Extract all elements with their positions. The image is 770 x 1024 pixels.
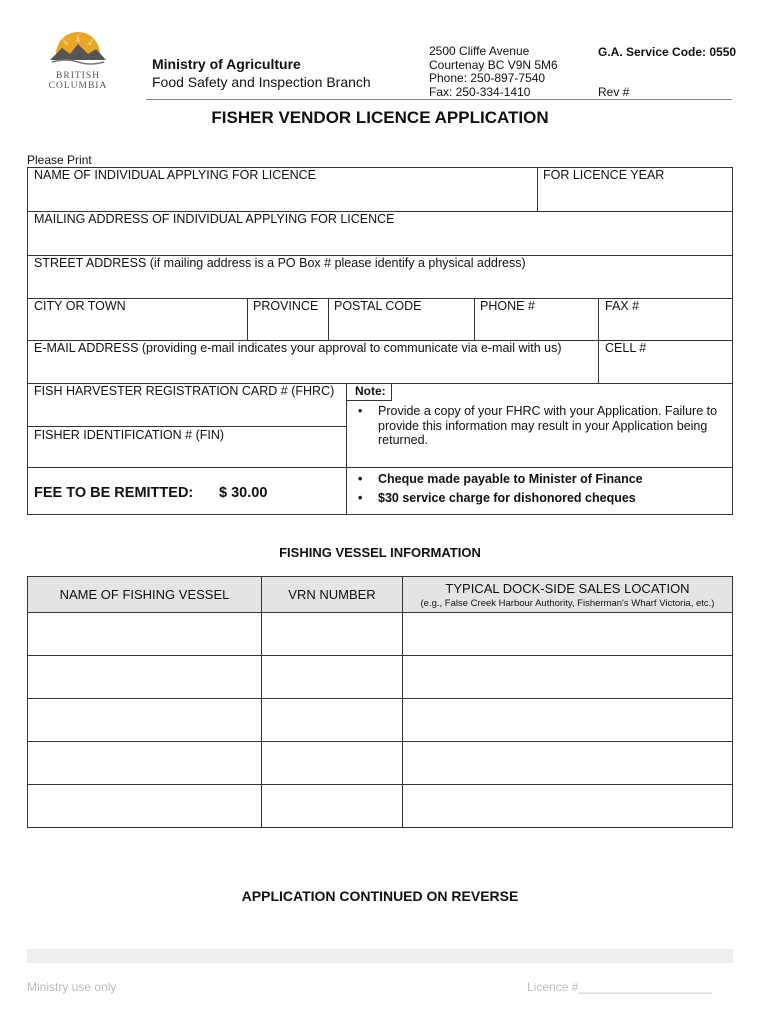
vrn-cell[interactable] [262, 742, 403, 785]
fhrc-field[interactable] [28, 399, 345, 426]
payment-notes [352, 472, 730, 505]
location-cell[interactable] [403, 742, 733, 785]
sun-mountain-icon [46, 30, 110, 66]
street-address-label: STREET ADDRESS (if mailing address is a PO Box # please identify a physical address) [34, 256, 526, 270]
mailing-address-field[interactable] [28, 226, 732, 255]
fax-field[interactable] [599, 313, 732, 339]
vessel-name-cell[interactable] [28, 699, 262, 742]
divider [346, 400, 392, 401]
location-header-example: (e.g., False Creek Harbour Authority, Fisherman's Wharf Victoria, etc.) [420, 597, 715, 609]
vrn-cell[interactable] [262, 699, 403, 742]
ministry-name: Ministry of Agriculture [152, 56, 301, 72]
header-rule [146, 99, 732, 100]
vessel-name-header: NAME OF FISHING VESSEL [28, 577, 262, 613]
table-row [28, 656, 733, 699]
name-field-label: NAME OF INDIVIDUAL APPLYING FOR LICENCE [34, 168, 317, 182]
cell-field[interactable] [599, 356, 732, 382]
vrn-header: VRN NUMBER [262, 577, 403, 613]
location-cell[interactable] [403, 699, 733, 742]
vessel-table [27, 576, 733, 828]
address-city: Courtenay BC V9N 5M6 [429, 57, 558, 72]
phone-field[interactable] [475, 313, 598, 339]
address-phone: Phone: 250-897-7540 [429, 71, 546, 85]
licence-year-field[interactable] [538, 182, 732, 211]
fax-label: FAX # [605, 299, 640, 313]
fee-label: FEE TO BE REMITTED: [34, 485, 194, 501]
address-fax: Fax: 250-334-1410 [429, 84, 531, 99]
service-code: G.A. Service Code: 0550 [598, 45, 737, 59]
phone-label: PHONE # [480, 299, 535, 313]
name-field[interactable] [28, 182, 536, 211]
divider [391, 383, 392, 401]
note-item: • Provide a copy of your FHRC with your Application. Failure to provide this information may result in your Application being returned. [352, 404, 730, 448]
bc-logo [46, 30, 110, 91]
province-label: PROVINCE [253, 299, 319, 313]
continued-notice: APPLICATION CONTINUED ON REVERSE [241, 888, 519, 904]
email-label: E-MAIL ADDRESS (providing e-mail indicates your approval to communicate via e-mail with us) [34, 341, 562, 355]
note-heading: Note: [355, 384, 386, 398]
address-street: 2500 Cliffe Avenue [429, 44, 530, 58]
branch-name: Food Safety and Inspection Branch [152, 74, 371, 90]
fin-field[interactable] [28, 442, 345, 467]
vrn-cell[interactable] [262, 613, 403, 656]
vessel-name-cell[interactable] [28, 656, 262, 699]
licence-number-label [527, 980, 712, 994]
divider [27, 467, 733, 468]
cell-label: CELL # [605, 341, 647, 355]
divider [346, 383, 347, 515]
vrn-cell[interactable] [262, 785, 403, 828]
vrn-cell[interactable] [262, 656, 403, 699]
logo-text-line-1: BRITISH [56, 71, 100, 81]
fhrc-label: FISH HARVESTER REGISTRATION CARD # (FHRC) [34, 384, 335, 398]
vessel-section-title: FISHING VESSEL INFORMATION [279, 545, 481, 560]
province-field[interactable] [248, 313, 327, 339]
divider [27, 426, 346, 427]
form-title: FISHER VENDOR LICENCE APPLICATION [211, 108, 549, 127]
table-row [28, 785, 733, 828]
postal-code-field[interactable] [329, 313, 473, 339]
payment-note-item: • Cheque made payable to Minister of Finance [352, 472, 730, 487]
ministry-use-band [27, 949, 733, 963]
street-address-field[interactable] [28, 271, 732, 298]
fin-label: FISHER IDENTIFICATION # (FIN) [34, 428, 225, 442]
licence-number-blank: ____________________ [578, 980, 712, 994]
please-print: Please Print [27, 153, 92, 167]
vessel-name-cell[interactable] [28, 613, 262, 656]
mailing-address-label: MAILING ADDRESS OF INDIVIDUAL APPLYING FOR LICENCE [34, 212, 395, 226]
table-row [28, 742, 733, 785]
note-list [352, 404, 730, 448]
licence-label-text: Licence # [527, 980, 579, 994]
email-field[interactable] [28, 356, 597, 382]
table-row [28, 613, 733, 656]
vessel-name-cell[interactable] [28, 785, 262, 828]
location-cell[interactable] [403, 656, 733, 699]
logo-text-line-2: COLUMBIA [48, 81, 108, 91]
location-header-title: TYPICAL DOCK-SIDE SALES LOCATION [445, 580, 690, 596]
address-block [429, 45, 558, 99]
city-label: CITY OR TOWN [34, 299, 126, 313]
location-header [403, 577, 733, 613]
licence-year-label: FOR LICENCE YEAR [543, 168, 665, 182]
postal-code-label: POSTAL CODE [334, 299, 422, 313]
table-row [28, 699, 733, 742]
fee-amount: $ 30.00 [219, 485, 268, 501]
vessel-name-cell[interactable] [28, 742, 262, 785]
location-cell[interactable] [403, 613, 733, 656]
location-cell[interactable] [403, 785, 733, 828]
ministry-use-label: Ministry use only [27, 980, 117, 994]
rev-number: Rev # [598, 85, 630, 99]
city-field[interactable] [28, 313, 246, 339]
payment-note-item: • $30 service charge for dishonored cheques [352, 491, 730, 506]
